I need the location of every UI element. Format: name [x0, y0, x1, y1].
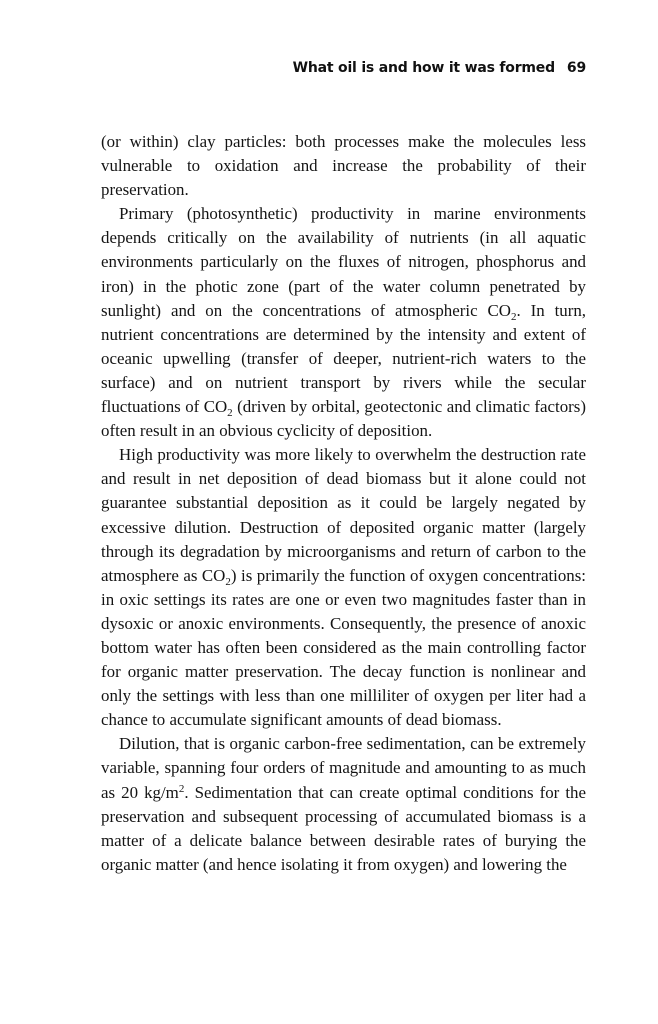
paragraph-2-text-c: (driven by orbital, geotectonic and climatic factors) often result in an obvious cyclicity of deposition.: [101, 397, 586, 441]
squared-superscript: 2: [178, 782, 185, 795]
running-head: [293, 60, 586, 76]
paragraph-3-text-b: ) is primarily the function of oxygen concentrations: in oxic settings its rates are one or even two magnitudes faster than in dysoxic or anoxic environments. Consequently, the presence of anoxic bottom water has often been considered as the main controlling factor for organic matter preservation. The decay function is nonlinear and only the settings with less than one milliliter of oxygen per liter had a chance to accumulate significant amounts of dead biomass.: [101, 565, 587, 730]
paragraph-2-text-b: . In turn, nutrient concentrations are determined by the intensity and extent of oceanic upwelling (transfer of deeper, nutrient-rich waters to the surface) and on nutrient transport by rivers while the secular fluctuations of CO: [101, 300, 587, 417]
paragraph-2-text-a: Primary (photosynthetic) productivity in marine environments depends critically on the availability of nutrients (in all aquatic environments particularly on the fluxes of nitrogen, phosphorus and iron) in the photic zone (part of the water column penetrated by sunlight) and on the concentrations of atmospheric CO: [101, 204, 586, 320]
co2-subscript: 2: [225, 575, 231, 588]
co2-subscript: 2: [227, 407, 233, 420]
body-text: [101, 130, 586, 877]
page-number: 69: [566, 60, 586, 76]
paragraph-3-text-a: High productivity was more likely to overwhelm the destruction rate and result in net deposition of dead biomass but it alone could not guarantee substantial deposition as it could be largely negated by excessive dilution. Destruction of deposited organic matter (largely through its degradation by microorganisms and return of carbon to the atmosphere as CO: [101, 445, 586, 585]
chapter-title: What oil is and how it was formed: [292, 60, 555, 76]
co2-subscript: 2: [510, 310, 517, 323]
paragraph-2: [101, 202, 586, 443]
paragraph-4-text-a: Dilution, that is organic carbon-free sedimentation, can be extremely variable, spanning four orders of magnitude and amounting to as much as 20 kg/m: [101, 734, 586, 802]
paragraph-3: [101, 443, 586, 732]
paragraph-4-text-b: . Sedimentation that can create optimal conditions for the preservation and subsequent processing of accumulated biomass is a matter of a delicate balance between desirable rates of burying the organic matter (and hence isolating it from oxygen) and lowering the: [101, 782, 586, 874]
paragraph-1: [101, 130, 586, 202]
paragraph-1-text: (or within) clay particles: both processes make the molecules less vulnerable to oxidation and increase the probability of their preservation.: [101, 132, 586, 200]
paragraph-4: [101, 732, 586, 877]
